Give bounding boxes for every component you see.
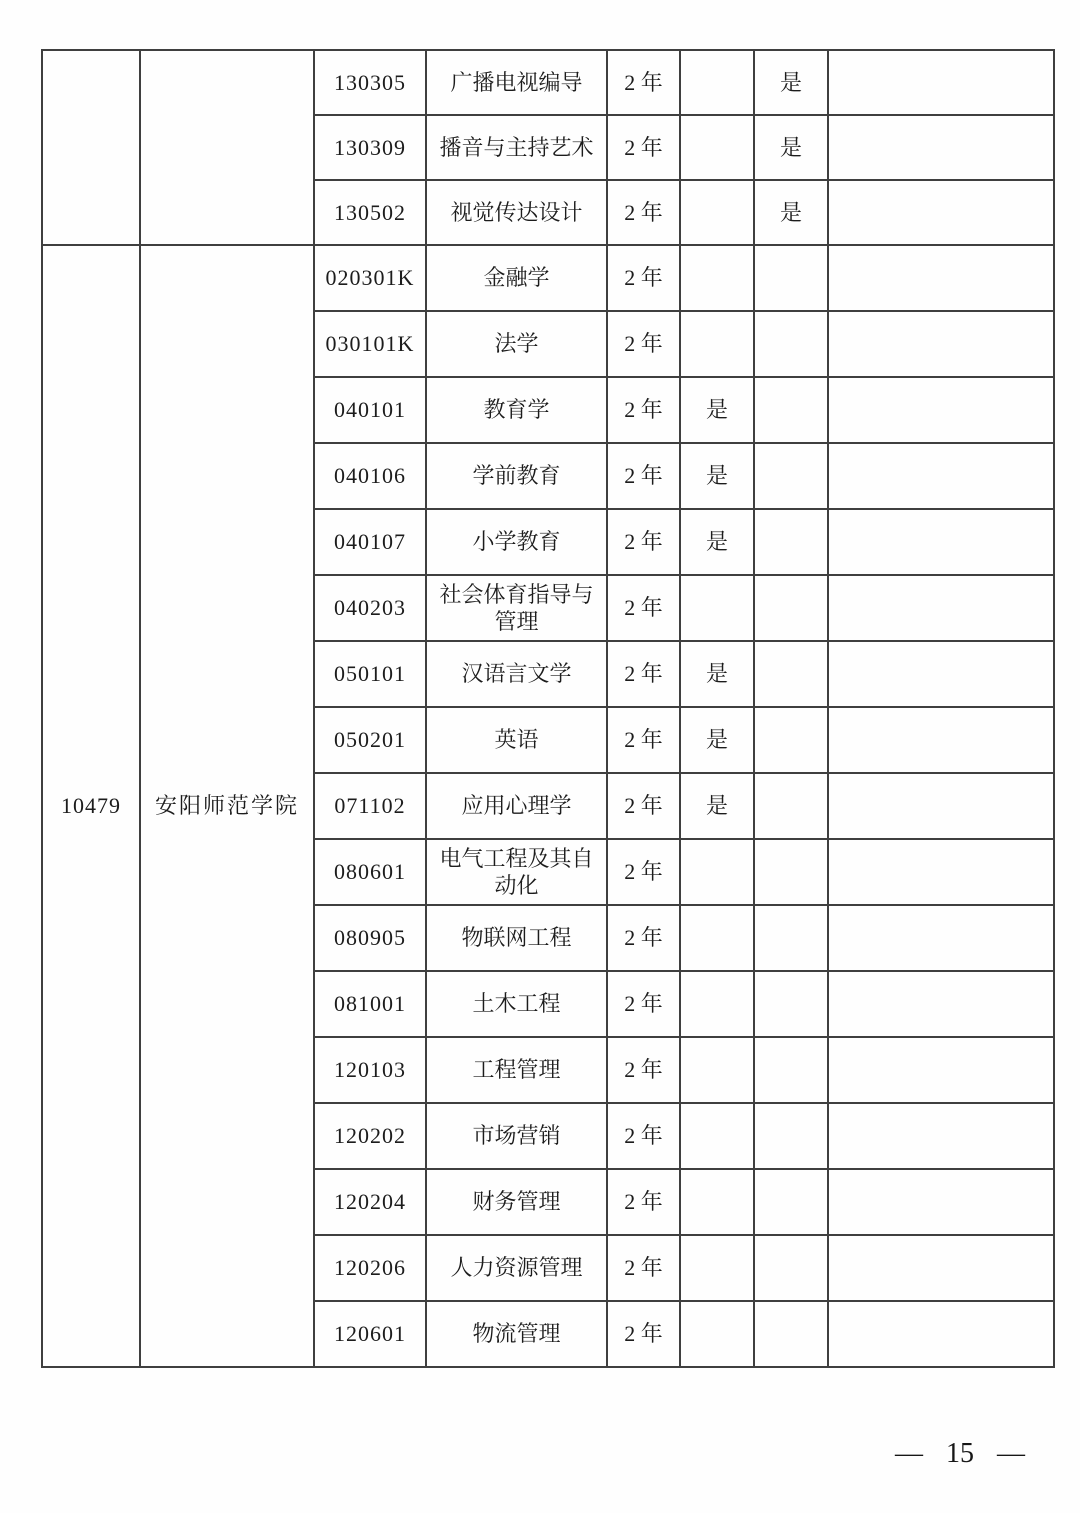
flag-a-cell — [680, 839, 754, 905]
duration-cell: 2 年 — [607, 311, 680, 377]
flag-b-cell — [754, 377, 828, 443]
duration-cell: 2 年 — [607, 707, 680, 773]
remark-cell — [828, 905, 1054, 971]
major-code-cell: 080601 — [314, 839, 426, 905]
flag-b-cell — [754, 1169, 828, 1235]
flag-b-cell — [754, 575, 828, 641]
flag-a-cell — [680, 245, 754, 311]
flag-b-cell — [754, 839, 828, 905]
flag-b-cell — [754, 1103, 828, 1169]
duration-cell: 2 年 — [607, 180, 680, 245]
remark-cell — [828, 245, 1054, 311]
major-code-cell: 120103 — [314, 1037, 426, 1103]
remark-cell — [828, 115, 1054, 180]
remark-cell — [828, 509, 1054, 575]
duration-cell: 2 年 — [607, 1103, 680, 1169]
duration-cell: 2 年 — [607, 575, 680, 641]
major-name-cell: 英语 — [426, 707, 607, 773]
major-name-cell: 小学教育 — [426, 509, 607, 575]
major-name-cell: 教育学 — [426, 377, 607, 443]
page-number: — 15 — — [895, 1438, 1025, 1469]
remark-cell — [828, 773, 1054, 839]
major-code-cell: 040107 — [314, 509, 426, 575]
major-name-cell: 人力资源管理 — [426, 1235, 607, 1301]
flag-a-cell — [680, 971, 754, 1037]
major-name-cell: 市场营销 — [426, 1103, 607, 1169]
duration-cell: 2 年 — [607, 839, 680, 905]
flag-a-cell: 是 — [680, 707, 754, 773]
major-code-cell: 040203 — [314, 575, 426, 641]
flag-b-cell: 是 — [754, 115, 828, 180]
flag-a-cell — [680, 1235, 754, 1301]
major-code-cell: 040101 — [314, 377, 426, 443]
flag-b-cell — [754, 1037, 828, 1103]
flag-b-cell — [754, 1235, 828, 1301]
remark-cell — [828, 50, 1054, 115]
major-code-cell: 130309 — [314, 115, 426, 180]
duration-cell: 2 年 — [607, 773, 680, 839]
flag-a-cell — [680, 1037, 754, 1103]
duration-cell: 2 年 — [607, 509, 680, 575]
major-code-cell: 020301K — [314, 245, 426, 311]
duration-cell: 2 年 — [607, 971, 680, 1037]
duration-cell: 2 年 — [607, 50, 680, 115]
remark-cell — [828, 839, 1054, 905]
flag-b-cell — [754, 509, 828, 575]
major-name-cell: 社会体育指导与管理 — [426, 575, 607, 641]
remark-cell — [828, 641, 1054, 707]
flag-a-cell: 是 — [680, 377, 754, 443]
flag-b-cell — [754, 773, 828, 839]
flag-a-cell: 是 — [680, 443, 754, 509]
duration-cell: 2 年 — [607, 245, 680, 311]
remark-cell — [828, 311, 1054, 377]
flag-a-cell — [680, 50, 754, 115]
major-name-cell: 物流管理 — [426, 1301, 607, 1367]
duration-cell: 2 年 — [607, 1037, 680, 1103]
duration-cell: 2 年 — [607, 443, 680, 509]
school-code-cell: 10479 — [42, 245, 140, 1367]
major-name-cell: 金融学 — [426, 245, 607, 311]
duration-cell: 2 年 — [607, 1169, 680, 1235]
programs-table — [41, 49, 1055, 1368]
major-code-cell: 130502 — [314, 180, 426, 245]
flag-b-cell — [754, 311, 828, 377]
major-code-cell: 081001 — [314, 971, 426, 1037]
major-name-cell: 学前教育 — [426, 443, 607, 509]
flag-b-cell — [754, 245, 828, 311]
remark-cell — [828, 1037, 1054, 1103]
major-code-cell: 030101K — [314, 311, 426, 377]
major-code-cell: 120206 — [314, 1235, 426, 1301]
duration-cell: 2 年 — [607, 1235, 680, 1301]
remark-cell — [828, 1235, 1054, 1301]
flag-b-cell: 是 — [754, 50, 828, 115]
major-name-cell: 物联网工程 — [426, 905, 607, 971]
remark-cell — [828, 377, 1054, 443]
flag-b-cell — [754, 905, 828, 971]
flag-a-cell: 是 — [680, 773, 754, 839]
flag-a-cell — [680, 115, 754, 180]
duration-cell: 2 年 — [607, 377, 680, 443]
school-code-cell — [42, 50, 140, 245]
major-name-cell: 视觉传达设计 — [426, 180, 607, 245]
duration-cell: 2 年 — [607, 905, 680, 971]
major-code-cell: 120202 — [314, 1103, 426, 1169]
major-name-cell: 汉语言文学 — [426, 641, 607, 707]
remark-cell — [828, 180, 1054, 245]
remark-cell — [828, 1103, 1054, 1169]
flag-a-cell — [680, 905, 754, 971]
major-name-cell: 广播电视编导 — [426, 50, 607, 115]
flag-a-cell: 是 — [680, 641, 754, 707]
major-code-cell: 050101 — [314, 641, 426, 707]
major-code-cell: 050201 — [314, 707, 426, 773]
major-code-cell: 071102 — [314, 773, 426, 839]
major-name-cell: 法学 — [426, 311, 607, 377]
school-name-cell — [140, 50, 314, 245]
major-name-cell: 电气工程及其自动化 — [426, 839, 607, 905]
flag-a-cell: 是 — [680, 509, 754, 575]
table-row — [42, 50, 1054, 115]
remark-cell — [828, 971, 1054, 1037]
programs-table-body — [42, 50, 1054, 1367]
flag-b-cell — [754, 1301, 828, 1367]
remark-cell — [828, 1301, 1054, 1367]
table-row — [42, 245, 1054, 311]
remark-cell — [828, 1169, 1054, 1235]
major-code-cell: 040106 — [314, 443, 426, 509]
major-name-cell: 土木工程 — [426, 971, 607, 1037]
duration-cell: 2 年 — [607, 115, 680, 180]
flag-b-cell — [754, 443, 828, 509]
flag-a-cell — [680, 1169, 754, 1235]
flag-b-cell — [754, 641, 828, 707]
flag-a-cell — [680, 1103, 754, 1169]
flag-b-cell: 是 — [754, 180, 828, 245]
flag-a-cell — [680, 1301, 754, 1367]
flag-b-cell — [754, 971, 828, 1037]
flag-a-cell — [680, 311, 754, 377]
major-code-cell: 120204 — [314, 1169, 426, 1235]
major-name-cell: 播音与主持艺术 — [426, 115, 607, 180]
flag-a-cell — [680, 575, 754, 641]
major-name-cell: 财务管理 — [426, 1169, 607, 1235]
major-code-cell: 080905 — [314, 905, 426, 971]
major-code-cell: 120601 — [314, 1301, 426, 1367]
major-name-cell: 应用心理学 — [426, 773, 607, 839]
remark-cell — [828, 443, 1054, 509]
remark-cell — [828, 707, 1054, 773]
major-code-cell: 130305 — [314, 50, 426, 115]
major-name-cell: 工程管理 — [426, 1037, 607, 1103]
flag-b-cell — [754, 707, 828, 773]
duration-cell: 2 年 — [607, 641, 680, 707]
duration-cell: 2 年 — [607, 1301, 680, 1367]
remark-cell — [828, 575, 1054, 641]
school-name-cell: 安阳师范学院 — [140, 245, 314, 1367]
flag-a-cell — [680, 180, 754, 245]
